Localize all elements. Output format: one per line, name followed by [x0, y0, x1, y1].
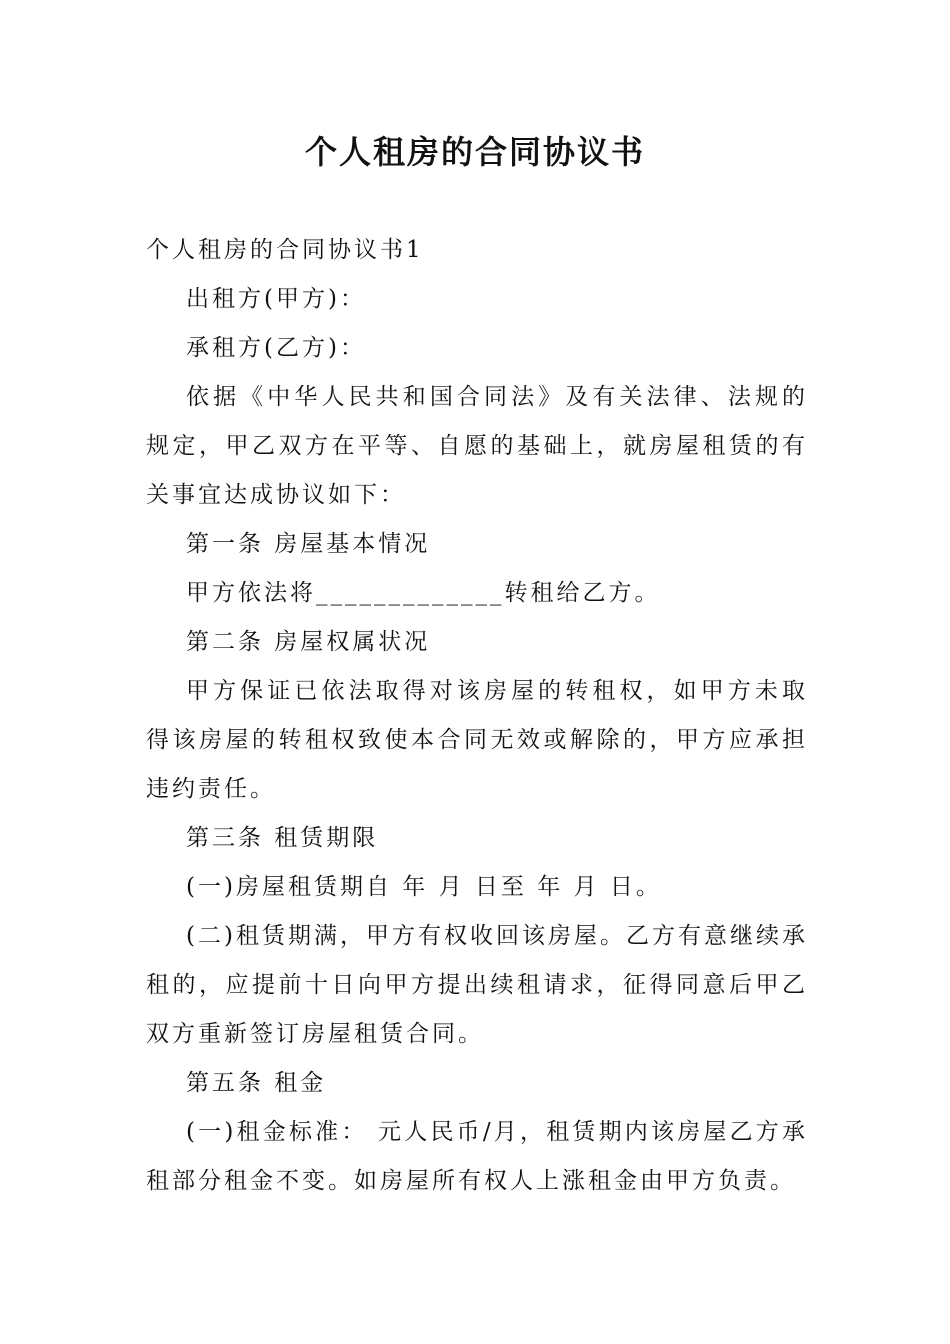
article-1-body: 甲方依法将_____________转租给乙方。	[186, 580, 661, 606]
article-3-heading: 第三条 租赁期限	[186, 825, 379, 851]
section-heading: 个人租房的合同协议书1	[146, 237, 424, 263]
article-2-body: 甲方保证已依法取得对该房屋的转租权，如甲方未取得该房屋的转租权致使本合同无效或解除的，甲方应承担违约责任。	[146, 678, 808, 802]
article-5-heading: 第五条 租金	[186, 1070, 327, 1096]
lessor-line: 出租方(甲方)：	[186, 286, 366, 312]
document-body	[146, 226, 808, 1206]
article-3-clause-1: (一)房屋租赁期自 年 月 日至 年 月 日。	[186, 874, 662, 900]
article-5-clause-1: (一)租金标准： 元人民币/月，租赁期内该房屋乙方承租部分租金不变。如房屋所有权人上涨租金由甲方负责。	[146, 1119, 808, 1194]
article-2-heading: 第二条 房屋权属状况	[186, 629, 431, 655]
document-title: 个人租房的合同协议书	[304, 133, 645, 171]
article-1-heading: 第一条 房屋基本情况	[186, 531, 431, 557]
lessee-line: 承租方(乙方)：	[186, 335, 366, 361]
preamble-paragraph: 依据《中华人民共和国合同法》及有关法律、法规的规定，甲乙双方在平等、自愿的基础上，就房屋租赁的有关事宜达成协议如下：	[146, 384, 808, 508]
article-3-clause-2: (二)租赁期满，甲方有权收回该房屋。乙方有意继续承租的，应提前十日向甲方提出续租请求，征得同意后甲乙双方重新签订房屋租赁合同。	[146, 923, 808, 1047]
